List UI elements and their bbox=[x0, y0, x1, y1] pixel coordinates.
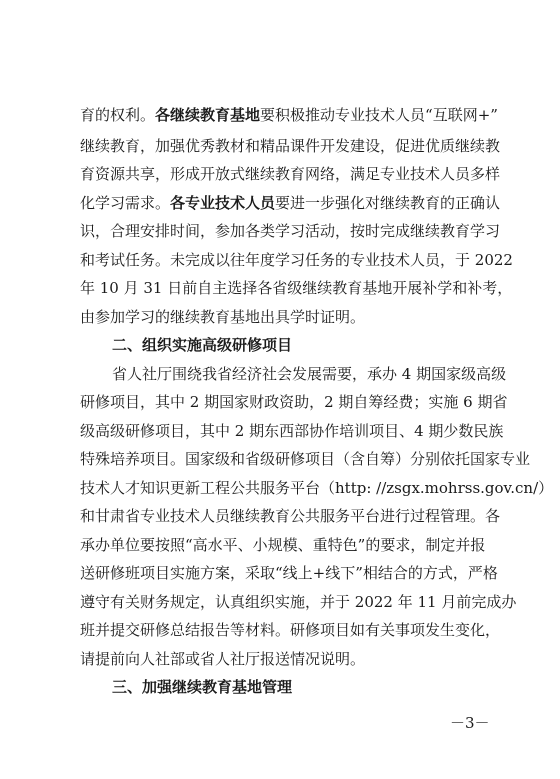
paragraph-line: 特殊培养项目。国家级和省级研修项目（含自筹）分别依托国家专业 bbox=[80, 450, 531, 468]
paragraph-line: 省人社厅围绕我省经济社会发展需要，承办 4 期国家级高级 bbox=[112, 365, 507, 383]
text-run: 育资源共享，形成开放式继续教育网络，满足专业技术人员多样 bbox=[80, 165, 501, 183]
paragraph-line bbox=[80, 221, 501, 241]
text-run: 由参加学习的继续教育基地出具学时证明。 bbox=[80, 308, 366, 326]
text-run: 要进一步强化对继续教育的正确认 bbox=[275, 194, 501, 212]
paragraph-line bbox=[80, 278, 513, 298]
section-heading: 三、加强继续教育基地管理 bbox=[112, 678, 293, 696]
bold-text-run: 各继续教育基地 bbox=[155, 106, 261, 124]
text-run: 化学习需求。 bbox=[80, 194, 171, 212]
paragraph-line: 级高级研修项目，其中 2 期东西部协作培训项目、4 期少数民族 bbox=[80, 422, 504, 440]
paragraph-line: 技术人才知识更新工程公共服务平台（http: //zsgx.mohrss.gov.cn/） bbox=[80, 479, 554, 497]
text-run: 识，合理安排时间，参加各类学习活动，按时完成继续教育学习 bbox=[80, 222, 501, 240]
paragraph-line bbox=[80, 193, 501, 213]
text-run: 要积极推动专业技术人员“互联网+” bbox=[260, 106, 498, 124]
section-heading: 二、组织实施高级研修项目 bbox=[112, 336, 293, 354]
page-number: －3－ bbox=[450, 714, 490, 732]
text-run: 育的权利。 bbox=[80, 106, 156, 124]
text-run: 和考试任务。未完成以往年度学习任务的专业技术人员，于 2022 bbox=[80, 251, 513, 269]
text-run: 继续教育，加强优秀教材和精品课件开发建设，促进优质继续教 bbox=[80, 137, 501, 155]
paragraph-line: 承办单位要按照“高水平、小规模、重特色”的要求，制定并报 bbox=[80, 536, 486, 554]
paragraph-line bbox=[80, 164, 501, 184]
paragraph-line: 遵守有关财务规定，认真组织实施，并于 2022 年 11 月前完成办 bbox=[80, 593, 517, 611]
paragraph-line: 和甘肃省专业技术人员继续教育公共服务平台进行过程管理。各 bbox=[80, 507, 501, 525]
paragraph-line: 送研修班项目实施方案，采取“线上+线下”相结合的方式，严格 bbox=[80, 564, 498, 582]
bold-text-run: 各专业技术人员 bbox=[170, 194, 276, 212]
paragraph-line: 班并提交研修总结报告等材料。研修项目如有关事项发生变化， bbox=[80, 621, 501, 639]
paragraph-line bbox=[80, 105, 498, 125]
paragraph-line bbox=[80, 307, 495, 327]
paragraph-line: 研修项目，其中 2 期国家财政资助，2 期自筹经费；实施 6 期省 bbox=[80, 393, 508, 411]
paragraph-line bbox=[80, 250, 513, 270]
text-run: 年 10 月 31 日前自主选择各省级继续教育基地开展补学和补考， bbox=[80, 279, 513, 297]
paragraph-line bbox=[80, 136, 501, 156]
paragraph-line: 请提前向人社部或省人社厅报送情况说明。 bbox=[80, 650, 366, 668]
